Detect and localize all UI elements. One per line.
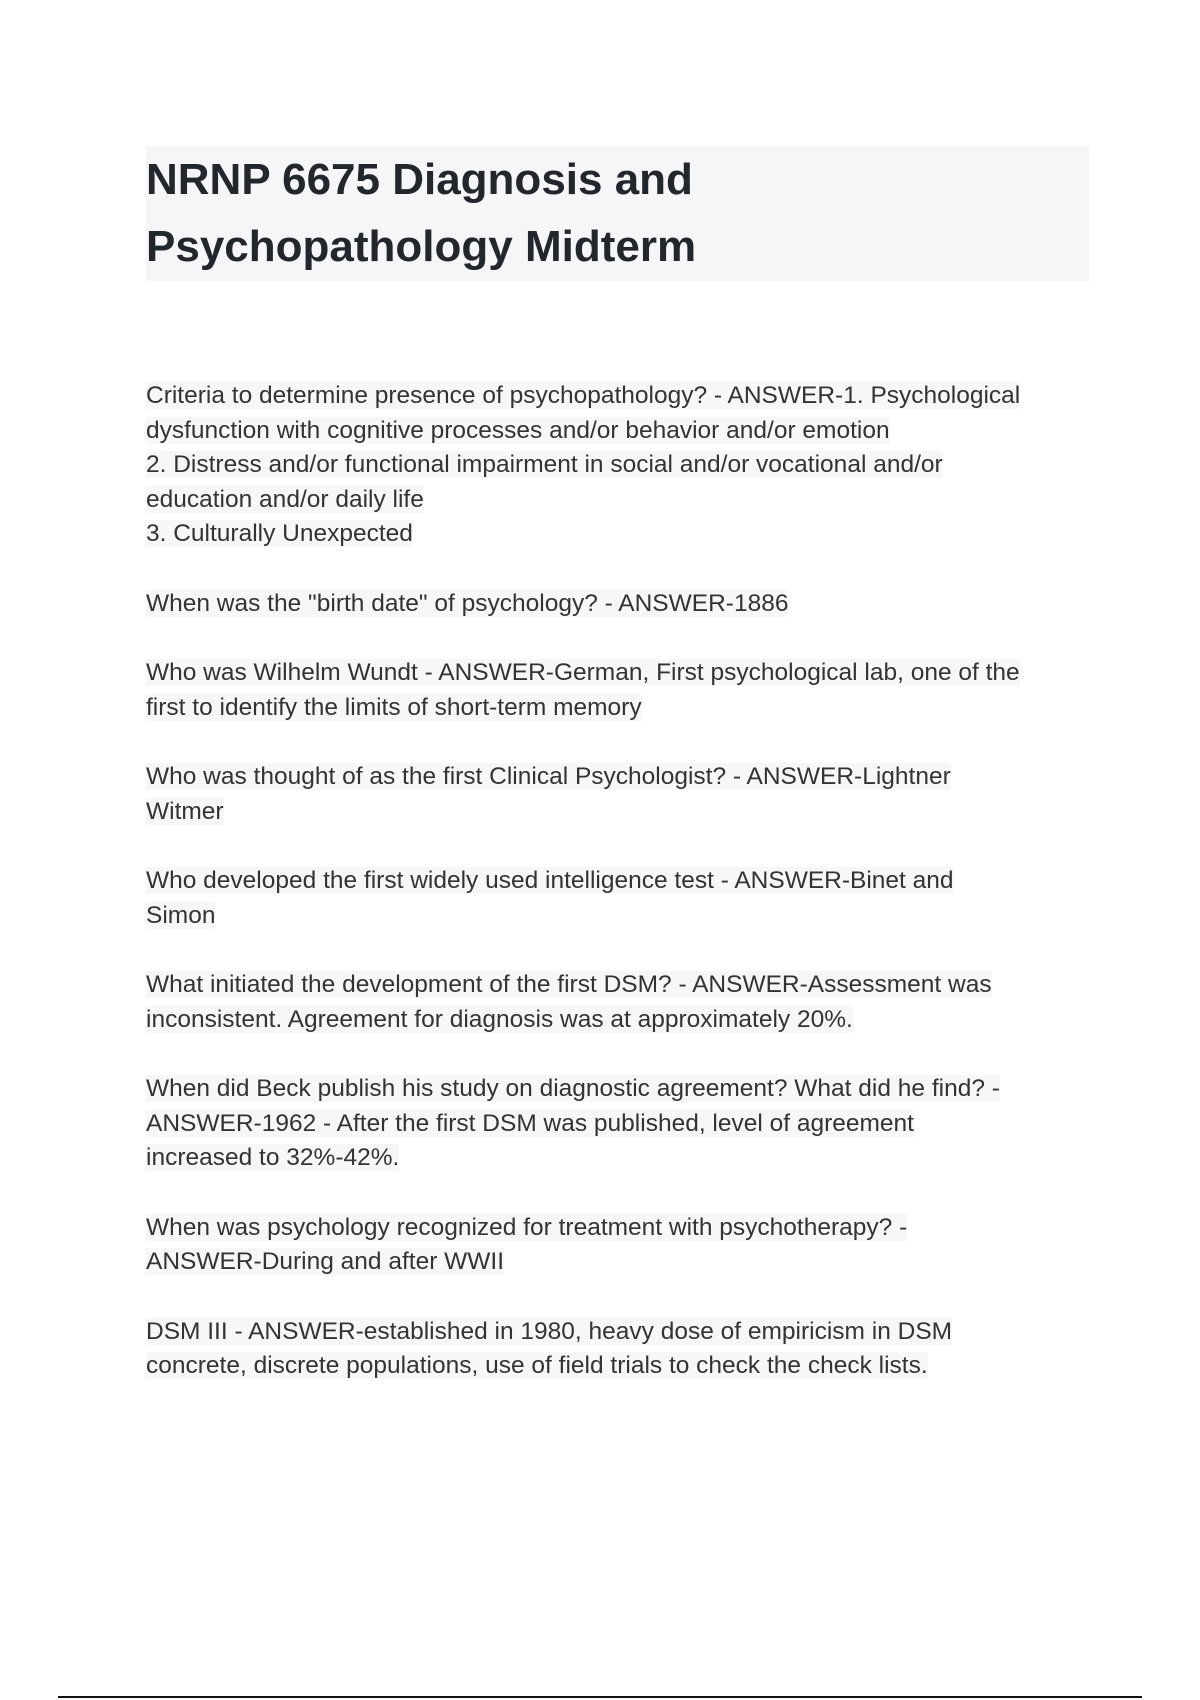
footer-rule: [58, 1696, 1142, 1698]
qa-entry: [146, 587, 1096, 622]
qa-entry-text: When did Beck publish his study on diagnostic agreement? What did he find? - ANSWER-1962 - After the first DSM was published, level of agreement increased to 32%-42%.: [146, 1075, 1000, 1171]
qa-entry: [146, 656, 1096, 725]
qa-entry: [146, 864, 1096, 933]
qa-entry: [146, 1072, 1096, 1176]
document-title: NRNP 6675 Diagnosis and Psychopathology Midterm: [146, 155, 697, 271]
qa-entry-text: When was psychology recognized for treatment with psychotherapy? - ANSWER-During and after WWII: [146, 1213, 908, 1275]
qa-entry: [146, 1211, 1096, 1280]
qa-entry-text: Who developed the first widely used intelligence test - ANSWER-Binet and Simon: [146, 867, 954, 929]
qa-entry: [146, 379, 1096, 552]
qa-entry-text: When was the "birth date" of psychology? - ANSWER-1886: [146, 589, 789, 617]
qa-entry-text: Who was Wilhelm Wundt - ANSWER-German, First psychological lab, one of the first to identify the limits of short-term memory: [146, 659, 1020, 721]
qa-entry: [146, 1315, 1096, 1384]
title-block: [146, 146, 1089, 281]
qa-entry-text: Who was thought of as the first Clinical Psychologist? - ANSWER-Lightner Witmer: [146, 763, 951, 825]
qa-entry-text: What initiated the development of the first DSM? - ANSWER-Assessment was inconsistent. Agreement for diagnosis was at approximately 20%.: [146, 971, 992, 1033]
qa-entry-text: DSM III - ANSWER-established in 1980, heavy dose of empiricism in DSM concrete, discrete populations, use of field trials to check the check lists.: [146, 1317, 953, 1379]
qa-entry: [146, 968, 1096, 1037]
qa-entry: [146, 760, 1096, 829]
qa-list: [146, 379, 1096, 1419]
qa-entry-text: Criteria to determine presence of psychopathology? - ANSWER-1. Psychological dysfunction with cognitive processes and/or behavior and/or emotion 2. Distress and/or functional impairment in social and/or vocational and/or education and/or daily life 3. Culturally Unexpected: [146, 382, 1021, 547]
